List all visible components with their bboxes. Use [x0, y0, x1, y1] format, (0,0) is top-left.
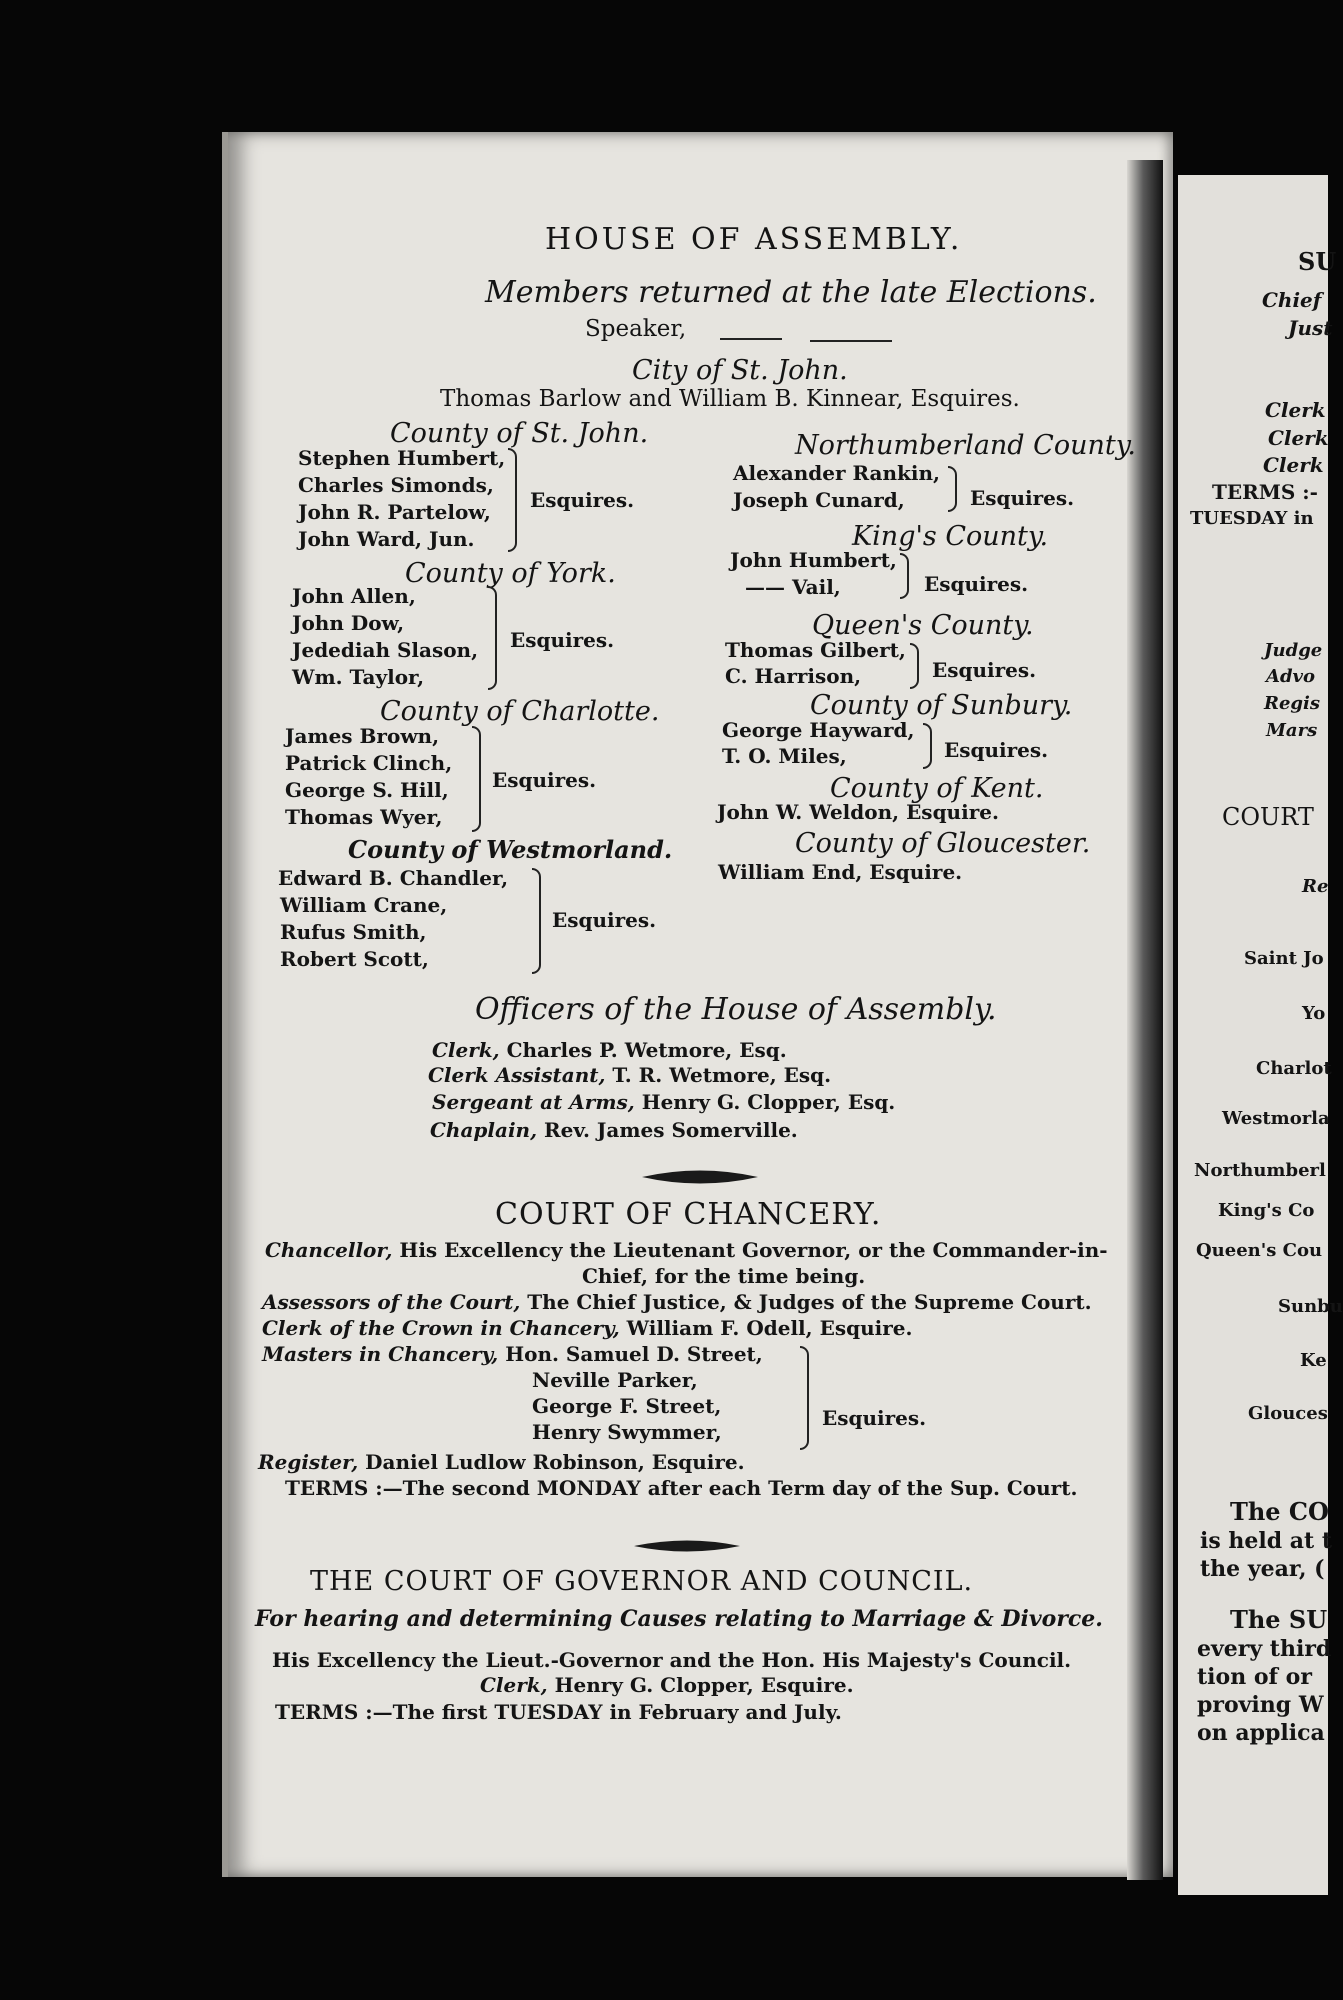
gc-clerk-text: Henry G. Clopper, Esquire.: [554, 1673, 854, 1697]
register-role: Register,: [258, 1450, 359, 1474]
list-item: George F. Street,: [532, 1394, 722, 1418]
fragment-text: Glouces: [1248, 1403, 1328, 1424]
fragment-text: Ke: [1300, 1350, 1327, 1371]
fragment-text: tion of or: [1197, 1664, 1312, 1690]
fragment-text: Just: [1288, 316, 1333, 340]
assessors-text: The Chief Justice, & Judges of the Supreme Court.: [527, 1290, 1092, 1314]
officer-name: Rev. James Somerville.: [544, 1118, 798, 1142]
list-item: Wm. Taylor,: [292, 665, 425, 689]
clerk-crown-role: Clerk of the Crown in Chancery,: [262, 1316, 620, 1340]
clerk-crown-text: William F. Odell, Esquire.: [626, 1316, 913, 1340]
fragment-text: Clerk: [1268, 426, 1329, 450]
officer-role: Clerk Assistant,: [428, 1063, 606, 1087]
fragment-text: Saint Jo: [1244, 948, 1324, 969]
brace: [532, 868, 541, 974]
city-st-john-members: Thomas Barlow and William B. Kinnear, Esquires.: [440, 386, 1020, 412]
fragment-text: TUESDAY in: [1190, 508, 1314, 529]
county-charlotte-heading: County of Charlotte.: [380, 696, 660, 727]
chancellor-role: Chancellor,: [265, 1238, 393, 1262]
fragment-text: Chief: [1262, 288, 1322, 312]
northumberland-heading: Northumberland County.: [795, 430, 1136, 461]
list-item: Charles Simonds,: [298, 473, 494, 497]
fragment-text: Queen's Cou: [1196, 1240, 1323, 1261]
list-item: Robert Scott,: [280, 947, 429, 971]
fragment-text: TERMS :-: [1212, 480, 1318, 504]
list-item: Henry Swymmer,: [532, 1420, 722, 1444]
list-item: Stephen Humbert,: [298, 446, 506, 470]
officer-name: T. R. Wetmore, Esq.: [612, 1063, 832, 1087]
esquires-label: Esquires.: [552, 908, 657, 932]
list-item: Hon. Samuel D. Street,: [505, 1342, 763, 1366]
governor-council-title: THE COURT OF GOVERNOR AND COUNCIL.: [310, 1566, 974, 1597]
fragment-text: Westmorla: [1222, 1108, 1330, 1129]
ornament-divider-icon: [640, 1168, 760, 1186]
list-item: Thomas Gilbert,: [725, 638, 906, 662]
city-st-john-heading: City of St. John.: [632, 355, 848, 386]
list-item: William Crane,: [280, 893, 448, 917]
esquires-label: Esquires.: [924, 572, 1029, 596]
county-york-heading: County of York.: [405, 558, 616, 589]
governor-council-line1: His Excellency the Lieut.-Governor and the Hon. His Majesty's Council.: [272, 1648, 1072, 1672]
officer-name: Charles P. Wetmore, Esq.: [506, 1038, 787, 1062]
governor-council-subtitle: For hearing and determining Causes relating to Marriage & Divorce.: [255, 1606, 1103, 1632]
chancellor-line: [265, 1240, 1108, 1260]
fragment-text: Advo: [1266, 666, 1316, 687]
list-item: T. O. Miles,: [722, 744, 847, 768]
list-item: Jedediah Slason,: [292, 638, 479, 662]
esquires-label: Esquires.: [492, 768, 597, 792]
chancery-terms: TERMS :—The second MONDAY after each Term day of the Sup. Court.: [285, 1476, 1078, 1500]
list-item: George S. Hill,: [285, 778, 449, 802]
fragment-text: Yo: [1302, 1003, 1326, 1024]
list-item: James Brown,: [285, 724, 440, 748]
register-line: [258, 1452, 745, 1472]
fragment-text: SU: [1298, 247, 1337, 276]
esquires-label: Esquires.: [530, 488, 635, 512]
sunbury-heading: County of Sunbury.: [810, 690, 1073, 721]
brace: [948, 466, 957, 512]
esquires-label: Esquires.: [510, 628, 615, 652]
assessors-line: [262, 1292, 1092, 1312]
clerk-crown-line: [262, 1318, 912, 1338]
list-item: Thomas Wyer,: [285, 805, 443, 829]
officer-line: [428, 1065, 831, 1085]
county-st-john-heading: County of St. John.: [390, 418, 649, 449]
officer-line: [432, 1040, 787, 1060]
list-item: John R. Partelow,: [298, 500, 491, 524]
list-item: Patrick Clinch,: [285, 751, 453, 775]
officer-line: [432, 1092, 895, 1112]
brace: [800, 1346, 809, 1450]
list-item: John Ward, Jun.: [298, 527, 475, 551]
book-gutter: [1127, 160, 1163, 1880]
gc-clerk-role: Clerk,: [480, 1673, 548, 1697]
assessors-role: Assessors of the Court,: [262, 1290, 521, 1314]
list-item: John Allen,: [292, 584, 416, 608]
esquires-label: Esquires.: [970, 486, 1075, 510]
fragment-text: COURT: [1222, 803, 1314, 831]
chancery-title: COURT OF CHANCERY.: [495, 1197, 882, 1232]
speaker-blank-2: [810, 340, 892, 342]
speaker-label: Speaker,: [585, 316, 687, 342]
governor-council-clerk: [480, 1675, 854, 1695]
list-item: George Hayward,: [722, 718, 915, 742]
list-item: Rufus Smith,: [280, 920, 427, 944]
fragment-text: Clerk: [1265, 398, 1326, 422]
list-item: John Dow,: [292, 611, 405, 635]
chancellor-text: His Excellency the Lieutenant Governor, or the Commander-in-: [399, 1238, 1108, 1262]
fragment-text: King's Co: [1218, 1200, 1315, 1221]
gloucester-member: William End, Esquire.: [718, 860, 963, 884]
list-item: Neville Parker,: [532, 1368, 698, 1392]
fragment-text: every third: [1197, 1636, 1332, 1662]
brace: [910, 643, 919, 689]
fragment-text: Judge: [1264, 640, 1323, 661]
register-text: Daniel Ludlow Robinson, Esquire.: [365, 1450, 745, 1474]
fragment-text: The SU: [1230, 1605, 1328, 1634]
fragment-text: Clerk: [1263, 453, 1324, 477]
fragment-text: Re: [1302, 876, 1329, 897]
list-item: —— Vail,: [745, 575, 841, 599]
officer-line: [430, 1120, 798, 1140]
kent-member: John W. Weldon, Esquire.: [717, 800, 999, 824]
officer-name: Henry G. Clopper, Esq.: [641, 1090, 896, 1114]
fragment-text: proving W: [1197, 1692, 1324, 1718]
list-item: Alexander Rankin,: [733, 461, 941, 485]
esquires-label: Esquires.: [944, 738, 1049, 762]
ornament-divider-icon: [632, 1538, 742, 1554]
kings-county-heading: King's County.: [852, 521, 1049, 552]
fragment-text: the year, (: [1200, 1556, 1325, 1582]
brace: [900, 553, 909, 599]
list-item: Edward B. Chandler,: [278, 866, 509, 890]
masters-line: [262, 1344, 763, 1364]
masters-role: Masters in Chancery,: [262, 1342, 499, 1366]
fragment-text: The CO: [1230, 1497, 1329, 1526]
fragment-text: is held at t: [1200, 1528, 1333, 1554]
speaker-blank-1: [720, 338, 782, 340]
fragment-text: Regis: [1264, 693, 1320, 714]
esquires-label: Esquires.: [932, 658, 1037, 682]
brace: [472, 726, 481, 832]
queens-county-heading: Queen's County.: [812, 610, 1034, 641]
brace: [488, 586, 497, 690]
brace: [508, 448, 517, 552]
governor-council-terms: TERMS :—The first TUESDAY in February and July.: [275, 1700, 842, 1724]
assembly-title: HOUSE OF ASSEMBLY.: [545, 222, 963, 257]
chancellor-text-cont: Chief, for the time being.: [582, 1264, 866, 1288]
list-item: C. Harrison,: [725, 664, 862, 688]
county-westmorland-heading: County of Westmorland.: [348, 835, 673, 864]
fragment-text: on applica: [1197, 1720, 1325, 1746]
kent-heading: County of Kent.: [830, 773, 1044, 804]
officers-heading: Officers of the House of Assembly.: [475, 992, 997, 1027]
fragment-text: Charlot: [1256, 1058, 1332, 1079]
fragment-text: Northumberl: [1194, 1160, 1326, 1181]
brace: [923, 723, 932, 769]
officer-role: Clerk,: [432, 1038, 500, 1062]
assembly-subtitle: Members returned at the late Elections.: [485, 275, 1097, 310]
list-item: John Humbert,: [730, 548, 897, 572]
fragment-text: Sunbu: [1278, 1296, 1343, 1317]
fragment-text: Mars: [1266, 720, 1318, 741]
officer-role: Sergeant at Arms,: [432, 1090, 635, 1114]
esquires-label: Esquires.: [822, 1406, 927, 1430]
officer-role: Chaplain,: [430, 1118, 538, 1142]
list-item: Joseph Cunard,: [733, 488, 905, 512]
gloucester-heading: County of Gloucester.: [795, 828, 1091, 859]
